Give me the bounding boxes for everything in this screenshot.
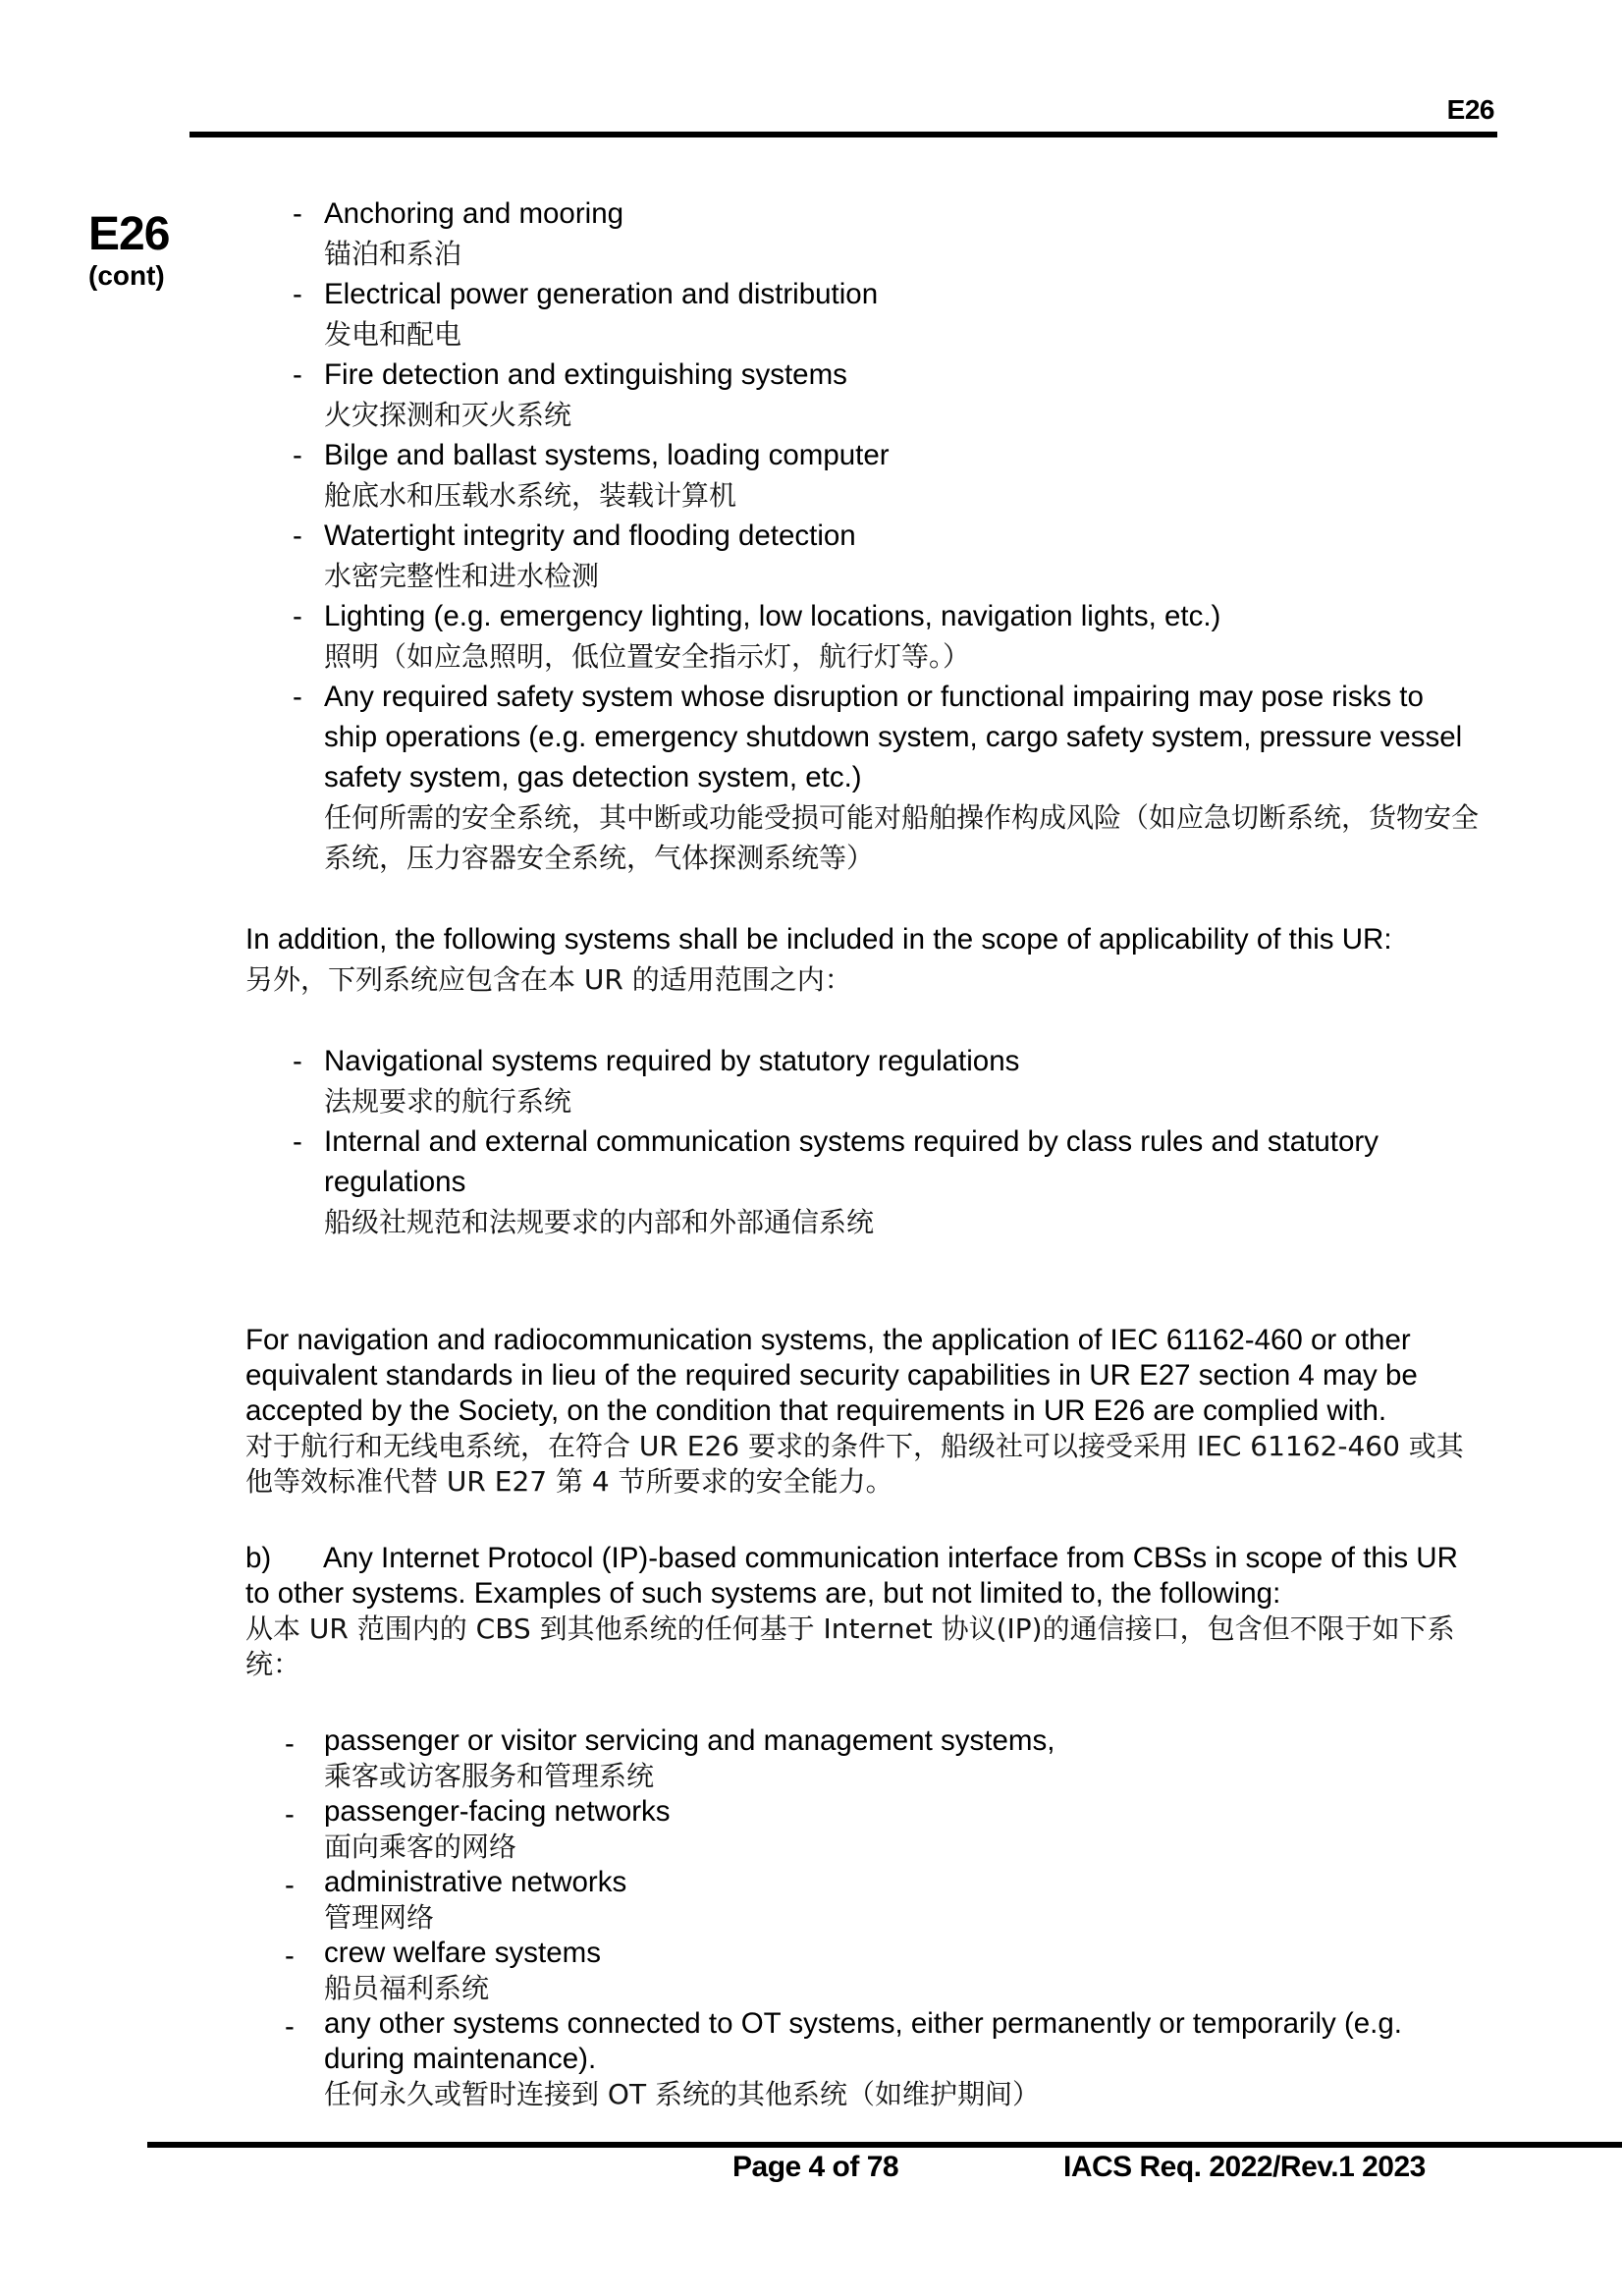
list-item (245, 1041, 1483, 1121)
system-list-2 (245, 1041, 1483, 1242)
dash-bullet: - (293, 197, 302, 230)
list-item-en: Bilge and ballast systems, loading computer (324, 439, 890, 471)
list-item-zh: 船级社规范和法规要求的内部和外部通信系统 (324, 1206, 875, 1238)
list-item-zh: 照明（如应急照明，低位置安全指示灯，航行灯等。） (324, 640, 971, 673)
list-item (245, 1794, 1483, 1865)
dash-bullet: - (293, 600, 302, 632)
list-item-en: Navigational systems required by statutory regulations (324, 1045, 1020, 1077)
dash-bullet: - (285, 1727, 295, 1760)
list-item (245, 1936, 1483, 2006)
list-item-en: Watertight integrity and flooding detection (324, 519, 856, 552)
list-item-zh: 船员福利系统 (324, 1972, 490, 2004)
dash-bullet: - (285, 1940, 295, 1972)
list-item-zh: 火灾探测和灭火系统 (324, 399, 572, 431)
list-item-en: Fire detection and extinguishing systems (324, 358, 847, 391)
list-item (245, 596, 1483, 677)
list-item-en: Anchoring and mooring (324, 197, 624, 230)
list-item-zh: 任何所需的安全系统，其中断或功能受损可能对船舶操作构成风险（如应急切断系统，货物安全系统，压力容器安全系统，气体探测系统等） (324, 801, 1480, 874)
item-b-en-wrap (245, 1541, 1483, 1612)
item-b-paragraph (245, 1541, 1483, 1682)
list-item (245, 355, 1483, 435)
document-body (245, 193, 1483, 2112)
list-item-zh: 乘客或访客服务和管理系统 (324, 1760, 655, 1792)
list-item (245, 1121, 1483, 1242)
footer-page-number: Page 4 of 78 (732, 2151, 899, 2183)
list-item (245, 677, 1483, 878)
dash-bullet: - (293, 1045, 302, 1077)
list-item-zh: 舱底水和压载水系统，装载计算机 (324, 479, 737, 512)
item-b-label: b) (245, 1542, 272, 1574)
list-item (245, 516, 1483, 596)
dash-bullet: - (293, 519, 302, 552)
navigation-en: For navigation and radiocommunication systems, the application of IEC 61162-460 or other equivalent standards in lieu of the required security capabilities in UR E27 section 4 may be accepted by the Society, on the condition that requirements in UR E26 are complied with. (245, 1324, 1418, 1427)
list-item-en: any other systems connected to OT systems, either permanently or temporarily (e.g. during maintenance). (324, 2007, 1402, 2075)
list-item-zh: 法规要求的航行系统 (324, 1085, 572, 1118)
list-item-en: administrative networks (324, 1866, 627, 1898)
item-b-zh: 从本 UR 范围内的 CBS 到其他系统的任何基于 Internet 协议(IP)的通信接口，包含但不限于如下系统： (245, 1613, 1455, 1680)
list-item-en: passenger-facing networks (324, 1795, 671, 1828)
list-item (245, 1723, 1483, 1794)
addition-paragraph (245, 919, 1483, 1000)
navigation-paragraph (245, 1323, 1483, 1500)
list-item-zh: 管理网络 (324, 1901, 435, 1934)
list-item-en: Internal and external communication systems required by class rules and statutory regulations (324, 1125, 1379, 1198)
addition-zh: 另外，下列系统应包含在本 UR 的适用范围之内： (245, 963, 852, 996)
dash-bullet: - (293, 1125, 302, 1158)
dash-bullet: - (285, 2010, 295, 2043)
navigation-zh: 对于航行和无线电系统，在符合 UR E26 要求的条件下，船级社可以接受采用 IEC 61162-460 或其他等效标准代替 UR E27 第 4 节所要求的安全能力。 (245, 1430, 1464, 1498)
list-item (245, 435, 1483, 516)
list-item-zh: 锚泊和系泊 (324, 238, 462, 270)
list-item-zh: 任何永久或暂时连接到 OT 系统的其他系统（如维护期间） (324, 2078, 1040, 2110)
list-item-en: Electrical power generation and distribution (324, 278, 879, 310)
list-item-en: passenger or visitor servicing and management systems, (324, 1724, 1055, 1757)
system-list-1 (245, 193, 1483, 878)
dash-bullet: - (293, 358, 302, 391)
list-item-zh: 水密完整性和进水检测 (324, 560, 600, 592)
list-item-en: Lighting (e.g. emergency lighting, low locations, navigation lights, etc.) (324, 600, 1221, 632)
list-item-zh: 面向乘客的网络 (324, 1831, 517, 1863)
addition-en: In addition, the following systems shall be included in the scope of applicability of this UR: (245, 923, 1392, 956)
footer-document-ref: IACS Req. 2022/Rev.1 2023 (1063, 2151, 1426, 2183)
list-item-zh: 发电和配电 (324, 318, 462, 351)
dash-bullet: - (285, 1798, 295, 1831)
list-item (245, 2006, 1483, 2112)
list-item-en: crew welfare systems (324, 1937, 601, 1969)
list-item (245, 1865, 1483, 1936)
dash-bullet: - (293, 278, 302, 310)
side-cont: (cont) (88, 260, 165, 291)
list-item-en: Any required safety system whose disruption or functional impairing may pose risks to ship operations (e.g. emergency shutdown system, cargo safety system, pressure vessel safety system, gas detection system, etc.) (324, 681, 1463, 793)
dash-bullet: - (293, 681, 302, 713)
system-list-3 (245, 1723, 1483, 2112)
page-header-code: E26 (1446, 94, 1494, 125)
list-item (245, 193, 1483, 274)
header-rule (189, 132, 1497, 137)
dash-bullet: - (285, 1869, 295, 1901)
side-code: E26 (88, 208, 170, 260)
side-tag (88, 210, 169, 293)
item-b-en: Any Internet Protocol (IP)-based communication interface from CBSs in scope of this UR to other systems. Examples of such systems are, but not limited to, the following: (245, 1542, 1458, 1610)
footer-rule (147, 2142, 1622, 2148)
list-item (245, 274, 1483, 355)
dash-bullet: - (293, 439, 302, 471)
